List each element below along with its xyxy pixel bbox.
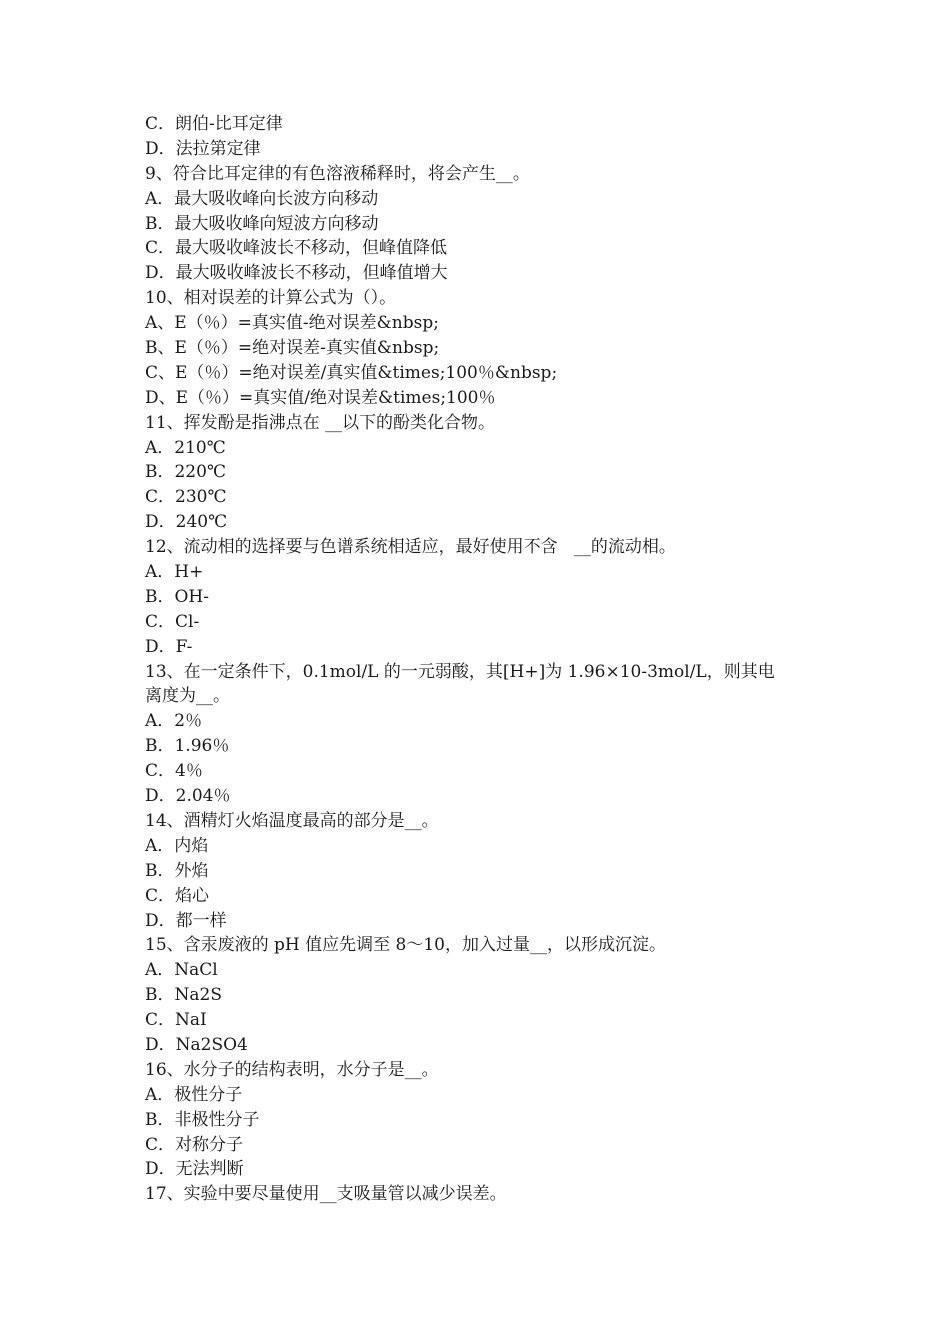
option-line: C．焰心: [145, 885, 210, 906]
option-line: D．无法判断: [145, 1159, 244, 1180]
option-line: B．最大吸收峰向短波方向移动: [145, 213, 379, 234]
option-line: B．1.96％: [145, 736, 230, 757]
option-line: A．2％: [145, 711, 203, 732]
question-line: 16、水分子的结构表明，水分子是__。: [145, 1059, 439, 1080]
question-list: [145, 112, 825, 1207]
option-line: D、E（％）=真实值/绝对误差&times;100％: [145, 387, 496, 408]
question-line: 12、流动相的选择要与色谱系统相适应，最好使用不含 __的流动相。: [145, 537, 676, 558]
option-line: C．Cl-: [145, 611, 200, 632]
option-line: D．最大吸收峰波长不移动，但峰值增大: [145, 263, 448, 284]
option-line: D．240℃: [145, 512, 228, 533]
option-line: C．230℃: [145, 487, 227, 508]
option-line: B．Na2S: [145, 985, 222, 1006]
option-line: D．Na2SO4: [145, 1034, 248, 1055]
option-line: A．210℃: [145, 437, 226, 458]
option-line: A．极性分子: [145, 1084, 243, 1105]
question-line: 15、含汞废液的 pH 值应先调至 8～10，加入过量__，以形成沉淀。: [145, 935, 666, 956]
option-line: C．最大吸收峰波长不移动，但峰值降低: [145, 238, 448, 259]
option-line: D．F-: [145, 636, 193, 657]
option-line: B．OH-: [145, 586, 209, 607]
question-line: 9、符合比耳定律的有色溶液稀释时，将会产生__。: [145, 163, 530, 184]
option-line: C．NaI: [145, 1010, 207, 1031]
option-line: D．都一样: [145, 910, 227, 931]
question-line: 14、酒精灯火焰温度最高的部分是__。: [145, 810, 439, 831]
option-line: A．最大吸收峰向长波方向移动: [145, 188, 379, 209]
option-line: D．法拉第定律: [145, 138, 261, 159]
question-line: 11、挥发酚是指沸点在 __以下的酚类化合物。: [145, 412, 496, 433]
question-line: 13、在一定条件下，0.1mol/L 的一元弱酸，其[H+]为 1.96×10-3mol/L，则其电: [145, 661, 775, 682]
option-line: A．H+: [145, 562, 204, 583]
option-line: B．外焰: [145, 860, 209, 881]
question-line: 10、相对误差的计算公式为（）。: [145, 288, 397, 309]
option-line: D．2.04％: [145, 786, 231, 807]
option-line: B．220℃: [145, 462, 226, 483]
option-line: C．对称分子: [145, 1134, 244, 1155]
option-line: C、E（％）=绝对误差/真实值&times;100％&nbsp;: [145, 362, 558, 383]
option-line: C．4％: [145, 761, 203, 782]
question-line: 17、实验中要尽量使用__支吸量管以减少误差。: [145, 1184, 507, 1205]
option-line: A．内焰: [145, 835, 209, 856]
option-line: B、E（％）=绝对误差-真实值&nbsp;: [145, 338, 440, 359]
option-line: A、E（％）=真实值-绝对误差&nbsp;: [145, 313, 439, 334]
option-line: A．NaCl: [145, 960, 218, 981]
option-line: C．朗伯-比耳定律: [145, 114, 283, 134]
question-line-continued: 离度为__。: [145, 686, 230, 707]
option-line: B．非极性分子: [145, 1109, 260, 1130]
